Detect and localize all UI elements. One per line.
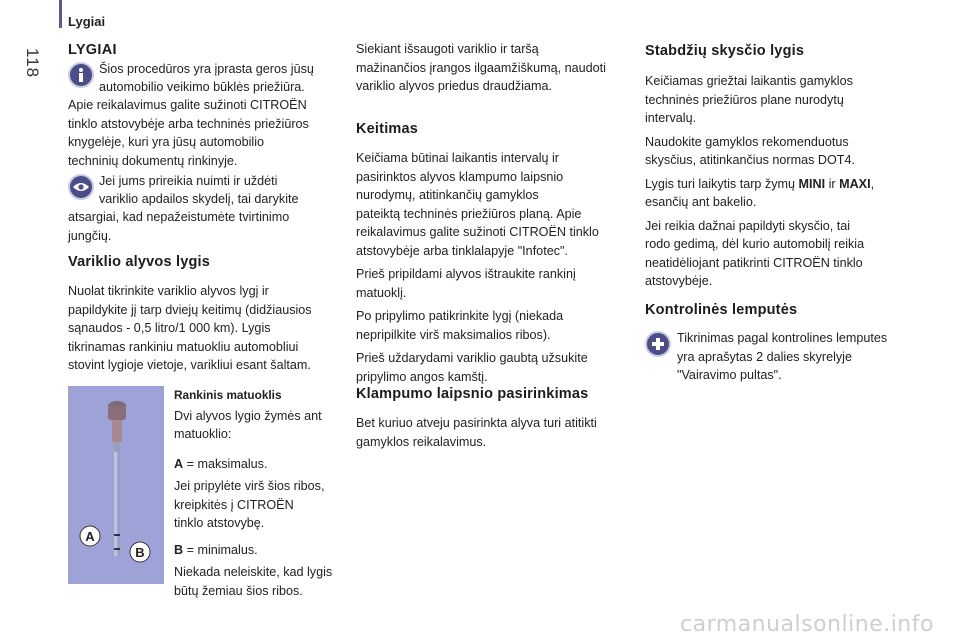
brake-fluid-title: Stabdžių skysčio lygis	[645, 43, 805, 59]
dipstick-illustration	[68, 386, 164, 584]
brake-level-line: Lygis turi laikytis tarp žymų MINI ir MAXI,	[645, 176, 875, 191]
dipstick-title: Rankinis matuoklis	[174, 388, 282, 402]
dipstick-drawing	[68, 386, 164, 584]
viscosity-title: Klampumo laipsnio pasirinkimas	[356, 386, 589, 402]
engine-oil-title: Variklio alyvos lygis	[68, 254, 211, 270]
intro-body: Apie reikalavimus galite sužinoti CITROËN tinklo atstovybėje arba techninės priežiūros knygelėje, kuri yra jūsų automobilio techninių dokumentų rinkinyje.	[68, 98, 309, 168]
engine-oil-body: Nuolat tikrinkite variklio alyvos lygį ir papildykite jį tarp dviejų keitimų (didžiausios sąnaudos - 0,5 litro/1 000 km). Lygis tikrinamas rankiniu matuokliu automobliui stovint lygioje vietoje, varikliui esant šaltam.	[68, 284, 312, 372]
eye-text-rest: atsargiai, kad nepažeistumėte tvirtinimo jungčių.	[68, 210, 290, 243]
oil-change-body: Keičiama būtinai laikantis intervalų ir pasirinktos alyvos klampumo laipsnio nurodymų, atitinkančių gamyklos pateiktą techninės priežiūros planą. Apie reikalavimus galite sužinoti CITROËN tinklo atstovybėje arba tinklalapyje "Infotec". Prieš pripildami alyvos ištraukite rankinį matuoklį. Po pripylimo patikrinkite lygį (niekada nepripilkite virš maksimalios ribos). Prieš uždarydami variklio gaubtą užsukite pripylimo angos kamštį.	[356, 151, 599, 384]
info-icon	[68, 62, 94, 88]
oil-change-title: Keitimas	[356, 121, 419, 137]
eye-text-line-1: Jei jums prireikia nuimti ir uždėti	[99, 174, 278, 188]
label-a-text: A	[85, 529, 95, 544]
section-header: Lygiai	[68, 14, 106, 29]
section-marker-line	[59, 0, 62, 28]
dipstick-text: Rankinis matuoklis Dvi alyvos lygio žymės ant matuoklio: A = maksimalus. Jei pripylėte virš šios ribos, kreipkitės į CITROËN tinklo atstovybę. B = minimalus. Niekada neleiskite, kad lygis būtų žemiau šios ribos.	[174, 386, 349, 600]
additives-warning: Siekiant išsaugoti variklio ir taršą mažinančios įrangos ilgaamžiškumą, naudoti variklio alyvos priedus draudžiama.	[356, 42, 606, 93]
eye-icon	[68, 174, 94, 200]
mini-mark: MINI	[798, 176, 826, 191]
eye-text-line-2: variklio apdailos skydelį, tai darykite	[99, 192, 299, 206]
plus-icon	[645, 331, 671, 357]
brake-fluid-body: Keičiamas griežtai laikantis gamyklos techninės priežiūros plane nurodytų intervalų. Naudokite gamyklos rekomenduotus skysčius, atitinkančius normas DOT4. Lygis turi laikytis tarp žymų MINI ir MAXI, esančių ant bakelio. Jei reikia dažnai papildyti skysčio, tai rodo gedimą, dėl kurio automobilį reikia neatidėliojant patikrinti CITROËN tinklo atstovybėje.	[645, 72, 915, 291]
watermark: carmanualsonline.info	[680, 612, 934, 637]
warning-lamps-text: Tikrinimas pagal kontrolines lemputes yra aprašytas 2 dalies skyrelyje "Vairavimo pultas".	[677, 331, 888, 382]
intro-title: LYGIAI	[68, 42, 117, 58]
warning-lamps-title: Kontrolinės lemputės	[645, 302, 798, 318]
label-b-text: B	[135, 545, 145, 560]
info-text-line-2: automobilio veikimo būklės priežiūra.	[99, 80, 305, 94]
info-text-line-1: Šios procedūros yra įprasta geros jūsų	[99, 62, 314, 76]
page-number: 118	[23, 48, 42, 79]
maxi-mark: MAXI	[839, 176, 871, 191]
viscosity-body: Bet kuriuo atveju pasirinkta alyva turi atitikti gamyklos reikalavimus.	[356, 416, 597, 449]
